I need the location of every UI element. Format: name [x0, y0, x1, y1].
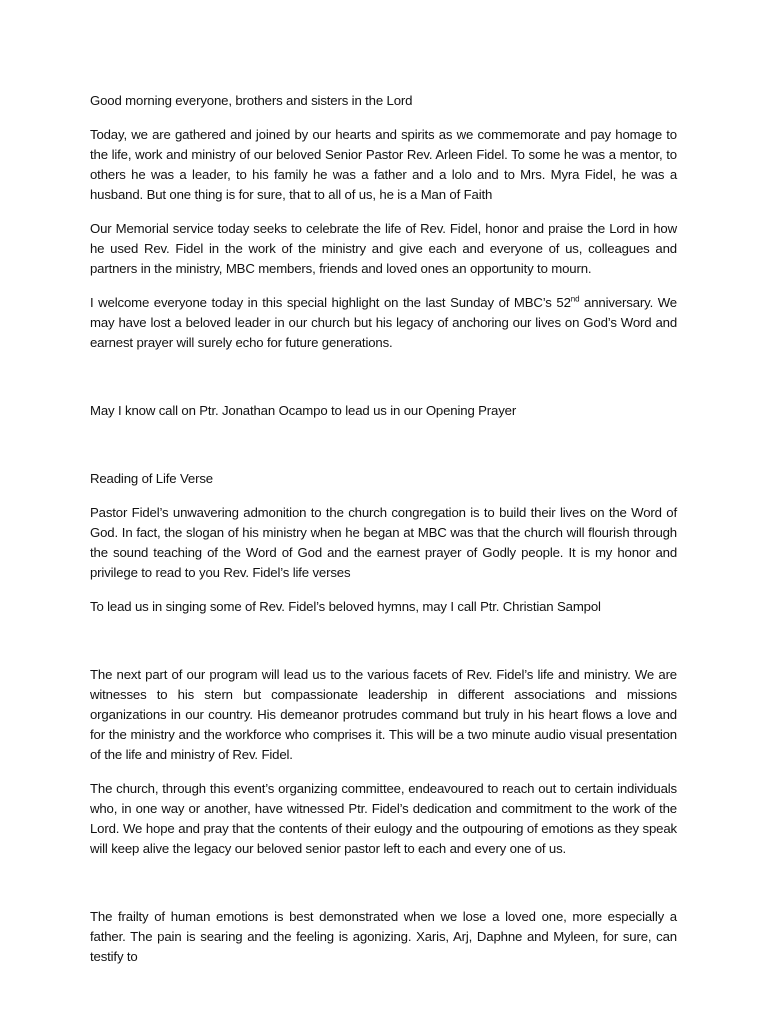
ordinal-suffix: nd — [570, 294, 580, 304]
frailty-paragraph: The frailty of human emotions is best demonstrated when we lose a loved one, more especially a father. The pain is searing and the feeling is agonizing. Xaris, Arj, Daphne and Myleen, for sure, can testify to — [90, 909, 677, 964]
welcome-text-end: anniversary. We may have lost a beloved leader in our church but his legacy of anchoring our lives on God’s Word and earnest prayer will surely echo for future generations. — [90, 295, 677, 350]
welcome-paragraph — [90, 293, 677, 353]
document-page — [90, 91, 677, 967]
program-paragraph: The next part of our program will lead us to the various facets of Rev. Fidel’s life and ministry. We are witnesses to his stern but compassionate leadership in different associations and missions organizations in our country. His demeanor protrudes command but truly in his heart flows a love and for the ministry and the workforce who comprises it. This will be a two minute audio visual presentation of the life and ministry of Rev. Fidel. — [90, 667, 677, 762]
admonition-paragraph: Pastor Fidel’s unwavering admonition to the church congregation is to build their lives on the Word of God. In fact, the slogan of his ministry when he began at MBC was that the church will flourish through the sound teaching of the Word of God and the earnest prayer of Godly people. It is my honor and privilege to read to you Rev. Fidel’s life verses — [90, 505, 677, 580]
memorial-paragraph: Our Memorial service today seeks to celebrate the life of Rev. Fidel, honor and praise the Lord in how he used Rev. Fidel in the work of the ministry and give each and everyone of us, colleagues and partners in the ministry, MBC members, friends and loved ones an opportunity to mourn. — [90, 221, 677, 276]
gathering-paragraph: Today, we are gathered and joined by our hearts and spirits as we commemorate and pay homage to the life, work and ministry of our beloved Senior Pastor Rev. Arleen Fidel. To some he was a mentor, to others he was a leader, to his family he was a father and a lolo and to Mrs. Myra Fidel, he was a husband. But one thing is for sure, that to all of us, he is a Man of Faith — [90, 127, 677, 202]
opening-prayer-paragraph: May I know call on Ptr. Jonathan Ocampo to lead us in our Opening Prayer — [90, 403, 517, 418]
life-verse-heading: Reading of Life Verse — [90, 471, 213, 486]
welcome-text-start: I welcome everyone today in this special highlight on the last Sunday of MBC’s 52 — [90, 295, 571, 310]
greeting-paragraph: Good morning everyone, brothers and sisters in the Lord — [90, 93, 413, 108]
committee-paragraph: The church, through this event’s organizing committee, endeavoured to reach out to certain individuals who, in one way or another, have witnessed Ptr. Fidel’s dedication and commitment to the work of the Lord. We hope and pray that the contents of their eulogy and the outpouring of emotions as they speak will keep alive the legacy our beloved senior pastor left to each and every one of us. — [90, 781, 677, 856]
hymns-paragraph: To lead us in singing some of Rev. Fidel’s beloved hymns, may I call Ptr. Christian Sampol — [90, 599, 601, 614]
